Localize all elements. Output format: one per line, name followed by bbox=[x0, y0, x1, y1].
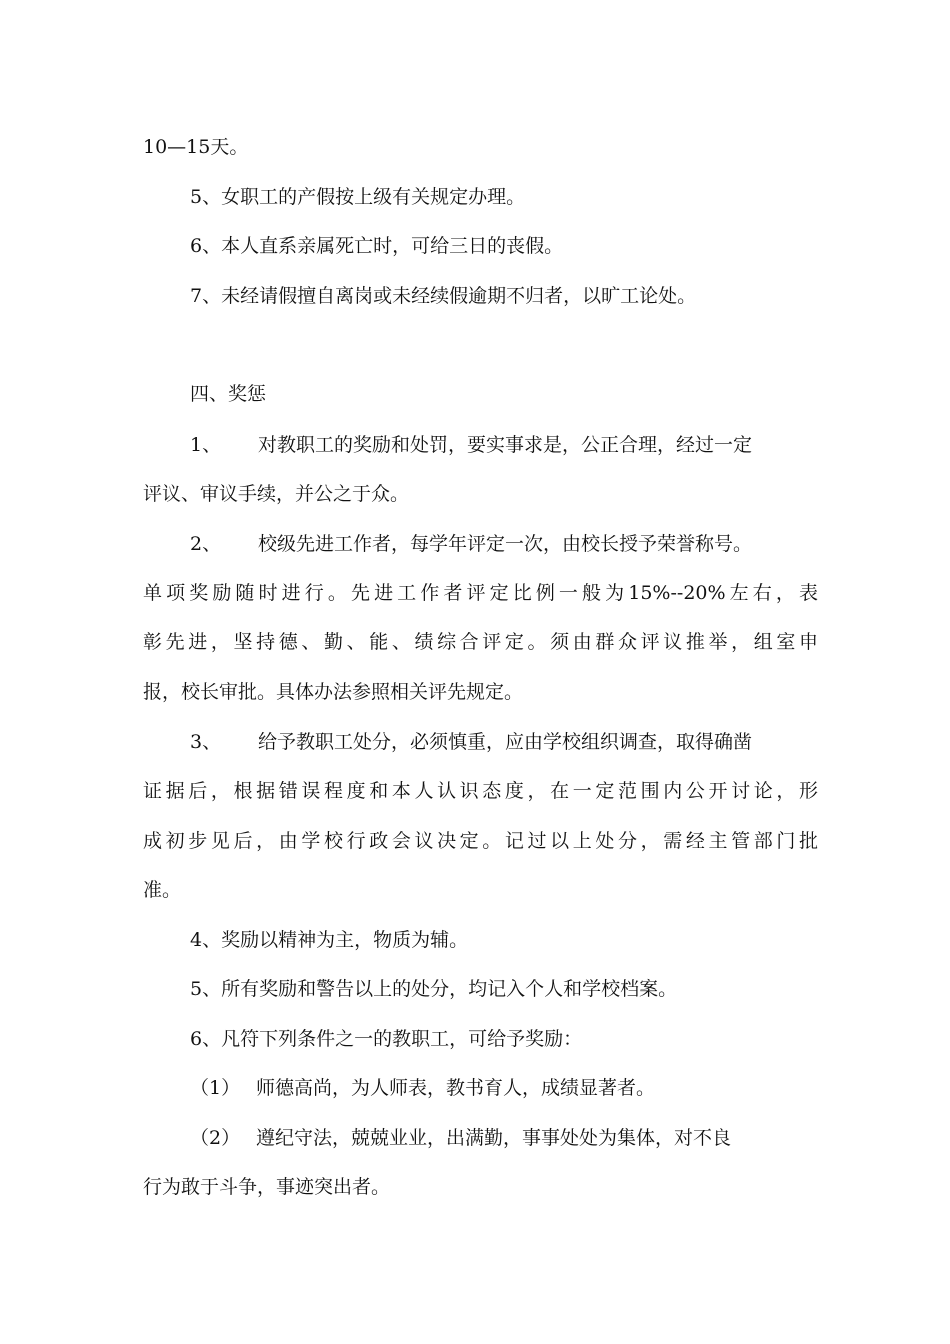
item-number: 1、 bbox=[190, 434, 222, 456]
paragraph-line: 5、女职工的产假按上级有关规定办理。 bbox=[190, 186, 526, 208]
paragraph-line: 彰先进，坚持德、勤、能、绩综合评定。须由群众评议推举，组室申 bbox=[143, 631, 818, 653]
paragraph-line: 报，校长审批。具体办法参照相关评先规定。 bbox=[143, 681, 524, 703]
item-text: 给予教职工处分，必须慎重，应由学校组织调查，取得确凿 bbox=[258, 731, 753, 753]
paragraph-line: 7、未经请假擅自离岗或未经续假逾期不归者，以旷工论处。 bbox=[190, 285, 697, 307]
paragraph-line: 成初步见后，由学校行政会议决定。记过以上处分，需经主管部门批 bbox=[143, 830, 818, 852]
item-text: 对教职工的奖励和处罚，要实事求是，公正合理，经过一定 bbox=[258, 434, 753, 456]
paragraph-line: 6、本人直系亲属死亡时，可给三日的丧假。 bbox=[190, 235, 564, 257]
paragraph-line: 证据后，根据错误程度和本人认识态度，在一定范围内公开讨论，形 bbox=[143, 780, 818, 802]
paragraph-line bbox=[190, 432, 818, 458]
section-heading: 四、奖惩 bbox=[190, 383, 267, 405]
paragraph-line: 4、奖励以精神为主，物质为辅。 bbox=[190, 929, 469, 951]
paragraph-line: 10—15天。 bbox=[143, 136, 249, 158]
sub-item-number: （2） bbox=[190, 1127, 241, 1149]
paragraph-line bbox=[190, 531, 818, 557]
paragraph-line bbox=[190, 1125, 818, 1151]
sub-item-text: 遵纪守法，兢兢业业，出满勤，事事处处为集体，对不良 bbox=[256, 1127, 732, 1149]
paragraph-line: 评议、审议手续，并公之于众。 bbox=[143, 483, 410, 505]
sub-item-text: 师德高尚，为人师表，教书育人，成绩显著者。 bbox=[256, 1077, 656, 1099]
paragraph-line bbox=[190, 729, 818, 755]
paragraph-line: 单项奖励随时进行。先进工作者评定比例一般为15%--20%左右，表 bbox=[143, 582, 818, 604]
item-number: 3、 bbox=[190, 731, 222, 753]
paragraph-line: 5、所有奖励和警告以上的处分，均记入个人和学校档案。 bbox=[190, 978, 678, 1000]
item-number: 2、 bbox=[190, 533, 222, 555]
paragraph-line: 行为敢于斗争，事迹突出者。 bbox=[143, 1176, 391, 1198]
item-text: 校级先进工作者，每学年评定一次，由校长授予荣誉称号。 bbox=[258, 533, 753, 555]
paragraph-line bbox=[190, 1075, 818, 1101]
paragraph-line: 6、凡符下列条件之一的教职工，可给予奖励： bbox=[190, 1028, 583, 1050]
sub-item-number: （1） bbox=[190, 1077, 241, 1099]
paragraph-line: 准。 bbox=[143, 879, 182, 901]
